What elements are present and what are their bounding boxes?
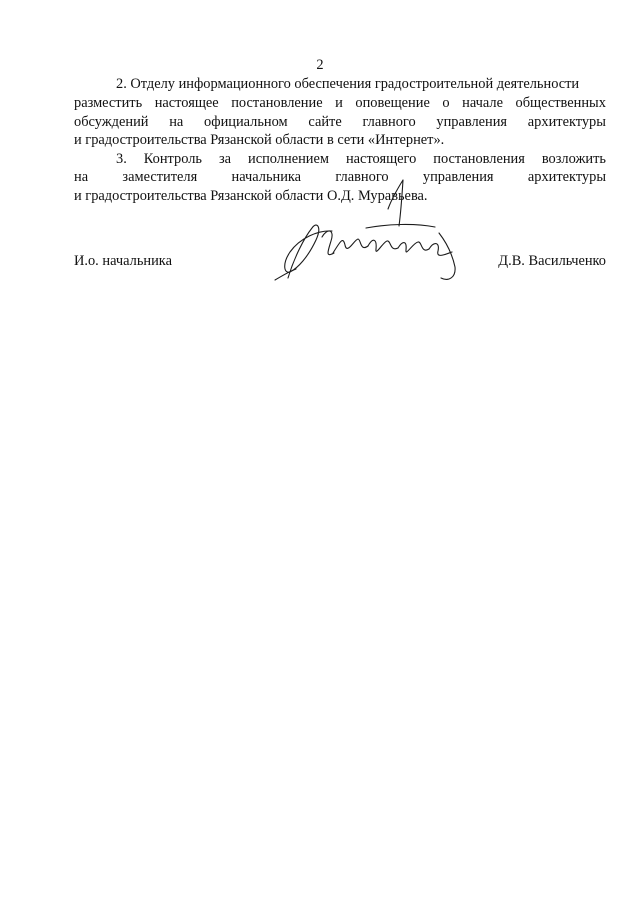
word: настоящее: [154, 95, 219, 111]
word: оповещение: [355, 95, 430, 111]
word: управления: [422, 169, 494, 185]
text-fragment: 2. Отделу информационного обеспечения градостроительной деятельности: [116, 76, 580, 92]
word: постановление: [231, 95, 323, 111]
word: исполнением: [248, 151, 329, 167]
word: управления: [436, 114, 508, 130]
word: постановления: [433, 151, 525, 167]
paragraph-3-line-1: [116, 150, 606, 168]
paragraph-2-line-3: [74, 113, 606, 131]
word: главного: [335, 169, 389, 185]
word: на: [74, 169, 89, 185]
word: архитектуры: [527, 114, 606, 130]
word: за: [218, 151, 232, 167]
word: возложить: [541, 151, 606, 167]
paragraph-2-line-2: [74, 94, 606, 112]
position-title: И.о. начальника: [74, 253, 172, 269]
word: и: [335, 95, 343, 111]
word: начальника: [231, 169, 302, 185]
word: Контроль: [143, 151, 202, 167]
text-fragment: и градостроительства Рязанской области в сети «Интернет».: [74, 132, 445, 148]
text-fragment: и градостроительства Рязанской области О.Д. Муравьева.: [74, 188, 428, 204]
word: на: [169, 114, 184, 130]
word: заместителя: [122, 169, 198, 185]
word: общественных: [515, 95, 606, 111]
word: сайте: [308, 114, 342, 130]
word: главного: [362, 114, 416, 130]
paragraph-2-line-1: [116, 75, 606, 93]
handwritten-signature: [270, 170, 460, 295]
word: обсуждений: [74, 114, 149, 130]
paragraph-2-line-4: [74, 131, 606, 149]
word: 3.: [116, 151, 127, 167]
word: начале: [462, 95, 503, 111]
word: разместить: [74, 95, 143, 111]
word: официальном: [204, 114, 288, 130]
word: настоящего: [345, 151, 417, 167]
signer-name: Д.В. Васильченко: [498, 253, 606, 269]
page-number: 2: [316, 57, 324, 73]
word: архитектуры: [527, 169, 606, 185]
word: о: [442, 95, 450, 111]
